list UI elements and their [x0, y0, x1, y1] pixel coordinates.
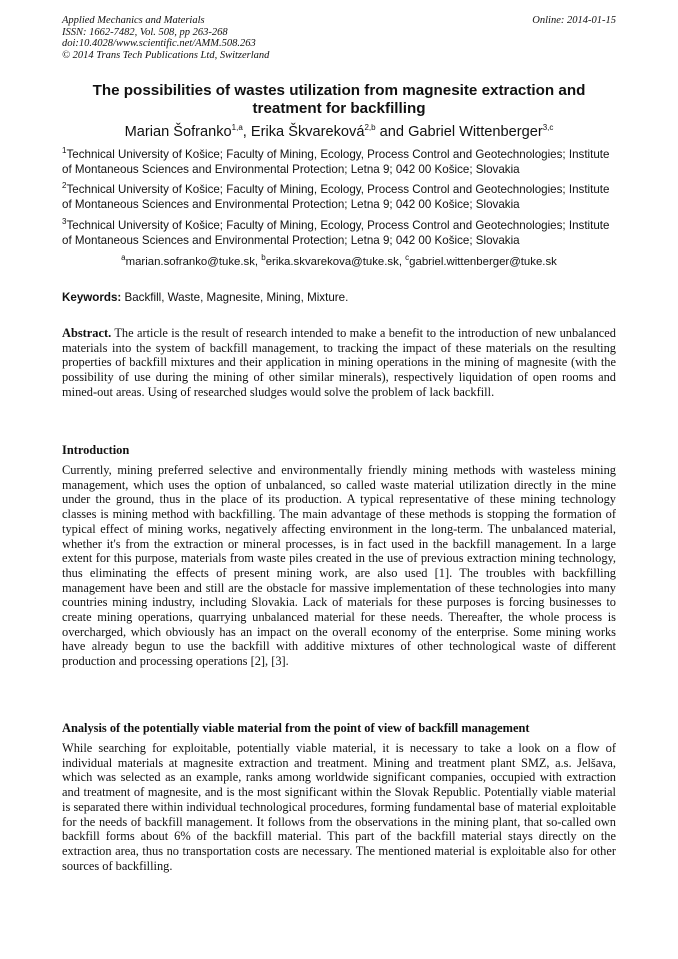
keywords [62, 291, 616, 305]
affiliation-number: 1 [62, 146, 67, 156]
affiliation-number: 3 [62, 217, 67, 227]
journal-issn: ISSN: 1662-7482, Vol. 508, pp 263-268 [62, 26, 228, 38]
email-mark: c [405, 253, 410, 263]
author-list [62, 123, 616, 141]
author-name: Gabriel Wittenberger [408, 124, 543, 140]
affiliation [62, 183, 622, 213]
journal-header [62, 15, 616, 61]
keywords-label: Keywords: [62, 291, 122, 304]
journal-copyright: © 2014 Trans Tech Publications Ltd, Switzerland [62, 49, 270, 61]
email-mark: b [261, 253, 266, 263]
author-affiliation-mark: 3,c [542, 123, 554, 133]
author-name: Erika Škvareková [250, 124, 365, 140]
abstract-text: The article is the result of research intended to make a benefit to the introduction of new unbalanced materials into the system of backfill management, to tracking the impact of these materials on the resulting properties of backfill mixtures and their application in mining operations in the mining of magnesite (with the possibility of use during the mining of other similar minerals), respectively liquidation of open rooms and mined-out areas. Using of researched sludges would solve the problem of lack backfill. [62, 326, 616, 399]
author-separator: and [375, 124, 409, 140]
paper-title: The possibilities of wastes utilization from magnesite extraction and treatment for backfilling [92, 82, 586, 117]
keywords-text: Backfill, Waste, Magnesite, Mining, Mixture. [121, 291, 349, 304]
affiliation [62, 148, 622, 178]
affiliation-text: Technical University of Košice; Faculty of Mining, Ecology, Process Control and Geotechnologies; Institute of Montaneous Sciences and Environmental Protection; Letna 9; 042 00 Košice; Slovakia [62, 148, 610, 176]
author-affiliation-mark: 1,a [231, 123, 243, 133]
journal-doi: doi:10.4028/www.scientific.net/AMM.508.263 [62, 38, 256, 49]
section-heading: Introduction [62, 443, 130, 457]
affiliation-number: 2 [62, 181, 67, 191]
online-date: Online: 2014-01-15 [532, 15, 616, 26]
email-mark: a [121, 253, 126, 263]
journal-name: Applied Mechanics and Materials [62, 15, 205, 26]
email-link[interactable]: erika.skvarekova@tuke.sk, [265, 256, 406, 268]
abstract [62, 326, 616, 400]
abstract-label: Abstract. [62, 326, 112, 340]
affiliation [62, 219, 622, 249]
affiliation-text: Technical University of Košice; Faculty of Mining, Ecology, Process Control and Geotechnologies; Institute of Montaneous Sciences and Environmental Protection; Letna 9; 042 00 Košice; Slovakia [62, 183, 610, 211]
section-body: Currently, mining preferred selective and environmentally friendly mining methods with wasteless mining management, which uses the option of unbalanced, so called waste material utilization directly in the mine under the ground, thus in the place of its production. A typical representative of these mining technology classes is mining method with backfilling. The main advantage of these methods is stopping the formation of typical effect of mining works, negatively affecting environment in the long-term. The unbalanced material, whether it's from the extraction or mineral processes, is in fact used in the backfill management. In a large extent for this purpose, materials from waste piles created in the use of previous extraction mining technology, thus eliminating the effects of present mining work, are also used [1]. The troubles with backfilling management have been and still are the obstacle for massive implementation of these technologies into many countries mining industry, including Slovakia. Lack of materials for these purposes is forcing businesses to create mining operations, quarrying unbalanced material for these needs. Thereafter, the whole process is overcharged, which obviously has an impact on the overall economy of the enterprise. Some mining works have already begun to use the backfill with additive mixtures of other technological waste of different production and processing operations [2], [3]. [62, 463, 616, 669]
section-heading: Analysis of the potentially viable material from the point of view of backfill management [62, 721, 530, 735]
author-affiliation-mark: 2,b [364, 123, 376, 133]
affiliation-text: Technical University of Košice; Faculty of Mining, Ecology, Process Control and Geotechnologies; Institute of Montaneous Sciences and Environmental Protection; Letna 9; 042 00 Košice; Slovakia [62, 219, 610, 247]
author-separator: , [242, 124, 251, 140]
email-link[interactable]: marian.sofranko@tuke.sk, [125, 256, 262, 268]
section-body: While searching for exploitable, potentially viable material, it is necessary to take a look on a flow of individual materials at magnesite extraction and treatment. Mining and treatment plant SMZ, a.s. Jelšava, which was selected as an example, ranks among worldwide significant companies, occupied with extraction and treatment of magnesite, and is the most significant within the Slovak Republic. Potentially viable material is separated there within individual technological procedures, forming fundamental base of material exploitable for the needs of backfill management. It follows from the observations in the mining plant, that so-called own backfill forms about 6% of the backfill material. This part of the backfill material stays directly on the extraction area, thus no transportation costs are necessary. The mentioned material is exploitable also for other sources of backfilling. [62, 741, 616, 873]
author-name: Marian Šofranko [124, 124, 232, 140]
email-link[interactable]: gabriel.wittenberger@tuke.sk [409, 256, 557, 268]
author-emails [62, 255, 616, 269]
